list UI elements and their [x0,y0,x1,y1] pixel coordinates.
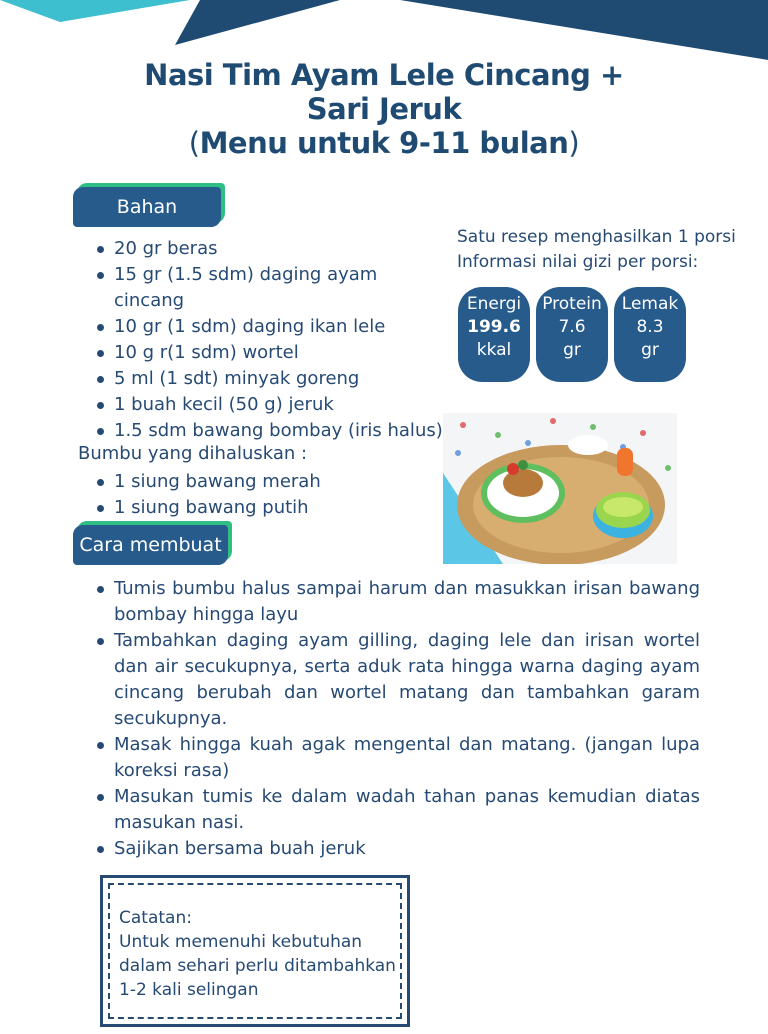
step-item: Tumis bumbu halus sampai harum dan masukkan irisan bawang bombay hingga layu [88,576,700,628]
ingredient-item: 1 buah kecil (50 g) jeruk [88,392,448,418]
bumbu-item: 1 siung bawang merah [88,469,408,495]
note-text [119,906,396,1002]
step-item: Masak hingga kuah agak mengental dan matang. (jangan lupa koreksi rasa) [88,732,700,784]
nutrition-label: Lemak [621,294,679,314]
bumbu-heading: Bumbu yang dihaluskan : [78,443,308,464]
title-line-1: Nasi Tim Ayam Lele Cincang + [144,58,624,92]
note-box [100,875,410,1027]
note-heading: Catatan: [119,908,192,928]
bumbu-list [88,469,408,521]
step-item: Masukan tumis ke dalam wadah tahan panas kemudian diatas masukan nasi. [88,784,700,836]
bahan-label: Bahan [73,187,221,227]
step-item: Sajikan bersama buah jeruk [88,836,700,862]
bahan-tag [73,187,221,227]
step-item: Tambahkan daging ayam gilling, daging lele dan irisan wortel dan air secukupnya, serta aduk rata hingga warna daging ayam cincang berubah dan wortel matang dan tambahkan garam secukupnya. [88,628,700,732]
food-photo-illustration [443,413,677,564]
recipe-title [0,58,768,160]
bumbu-item: 1 siung bawang putih [88,495,408,521]
nutrition-unit: gr [641,340,659,360]
ingredient-item: 10 g r(1 sdm) wortel [88,340,448,366]
nutrition-fat [614,287,686,382]
steps-list [88,576,700,862]
nutrition-value: 8.3 [636,317,664,337]
note-line: dalam sehari perlu ditambahkan [119,956,396,976]
food-photo [443,413,677,564]
ingredient-list [88,236,448,444]
nutrition-energy [458,287,530,382]
top-decoration [0,0,768,60]
nutrition-protein [536,287,608,382]
note-line: 1-2 kali selingan [119,980,259,1000]
cara-label: Cara membuat [73,525,228,565]
ingredient-item: 1.5 sdm bawang bombay (iris halus) [88,418,448,444]
yield-line: Satu resep menghasilkan 1 porsi [457,227,736,247]
title-line-3: (Menu untuk 9-11 bulan) [188,126,580,160]
cara-tag [73,525,228,565]
yield-info [457,225,757,275]
nutrition-label: Protein [542,294,602,314]
ingredient-item: 20 gr beras [88,236,448,262]
nutrition-value: 199.6 [467,317,521,337]
note-line: Untuk memenuhi kebutuhan [119,932,363,952]
ingredient-item: 5 ml (1 sdt) minyak goreng [88,366,448,392]
nutrition-unit: gr [563,340,581,360]
nutrition-intro: Informasi nilai gizi per porsi: [457,252,699,272]
title-line-2: Sari Jeruk [306,92,462,126]
nutrition-value: 7.6 [558,317,586,337]
nutrition-label: Energi [466,294,522,314]
nutrition-unit: kkal [476,340,512,360]
ingredient-item: 15 gr (1.5 sdm) daging ayam cincang [88,262,448,314]
ingredient-item: 10 gr (1 sdm) daging ikan lele [88,314,448,340]
